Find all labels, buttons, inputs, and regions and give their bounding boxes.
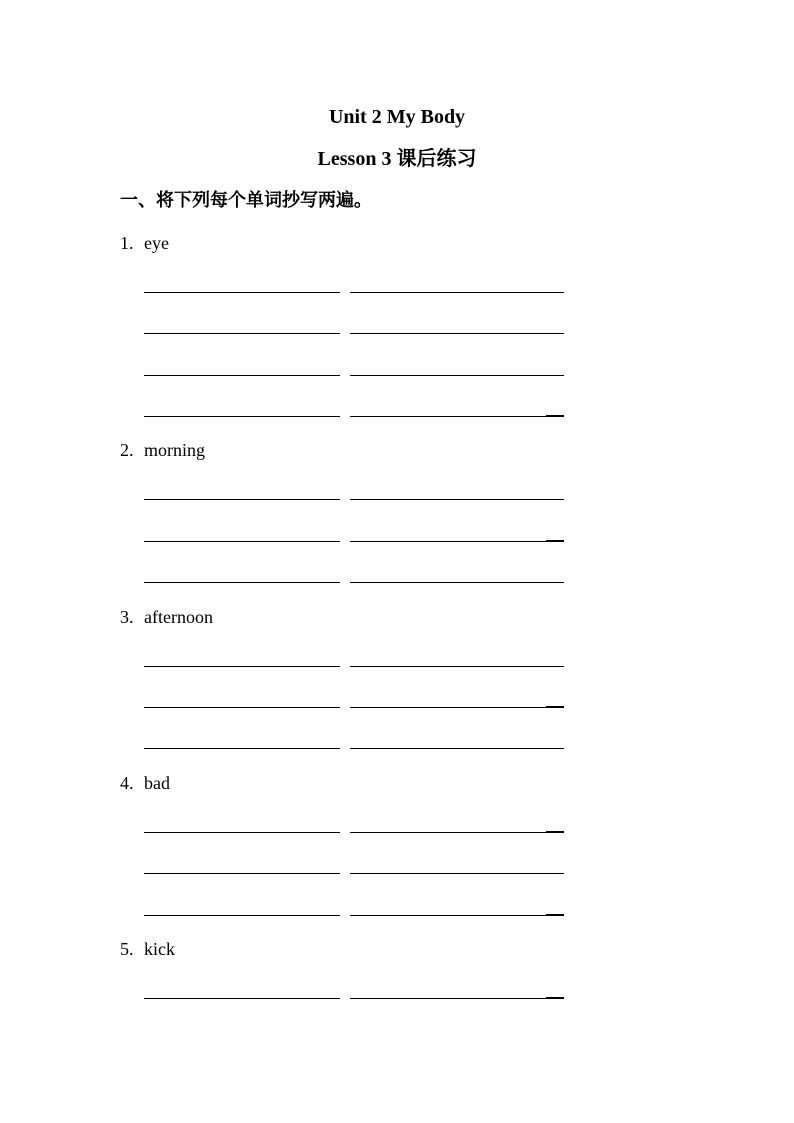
writing-line[interactable] [350, 333, 564, 334]
writing-line[interactable] [350, 582, 564, 583]
line-end-mark [546, 997, 564, 999]
writing-line[interactable] [350, 666, 564, 667]
writing-line[interactable] [144, 873, 340, 874]
writing-line[interactable] [144, 915, 340, 916]
writing-line[interactable] [144, 416, 340, 417]
line-end-mark [546, 415, 564, 417]
list-item [120, 606, 213, 628]
writing-line[interactable] [350, 499, 564, 500]
item-number: 4. [120, 773, 134, 793]
page-title: Unit 2 My Body [328, 106, 466, 128]
list-item [120, 439, 205, 461]
writing-line[interactable] [350, 832, 564, 833]
writing-line[interactable] [350, 375, 564, 376]
writing-line[interactable] [350, 873, 564, 874]
writing-line[interactable] [144, 541, 340, 542]
writing-line[interactable] [144, 375, 340, 376]
section-heading: 一、将下列每个单词抄写两遍。 [120, 190, 372, 210]
item-word: kick [144, 939, 175, 959]
writing-line[interactable] [144, 998, 340, 999]
item-word: morning [144, 440, 205, 460]
writing-line[interactable] [350, 416, 564, 417]
writing-line[interactable] [144, 666, 340, 667]
item-word: afternoon [144, 607, 213, 627]
item-number: 2. [120, 440, 134, 460]
line-end-mark [546, 831, 564, 833]
writing-line[interactable] [144, 292, 340, 293]
item-number: 5. [120, 939, 134, 959]
line-end-mark [546, 540, 564, 542]
lesson-subtitle: Lesson 3 课后练习 [317, 148, 477, 170]
writing-line[interactable] [350, 541, 564, 542]
line-end-mark [546, 706, 564, 708]
list-item [120, 232, 169, 254]
writing-line[interactable] [350, 915, 564, 916]
list-item [120, 772, 170, 794]
item-word: eye [144, 233, 169, 253]
line-end-mark [546, 914, 564, 916]
item-number: 1. [120, 233, 134, 253]
writing-line[interactable] [350, 707, 564, 708]
item-word: bad [144, 773, 170, 793]
writing-line[interactable] [144, 832, 340, 833]
item-number: 3. [120, 607, 134, 627]
list-item [120, 938, 175, 960]
writing-line[interactable] [144, 582, 340, 583]
writing-line[interactable] [144, 333, 340, 334]
writing-line[interactable] [350, 998, 564, 999]
writing-line[interactable] [350, 292, 564, 293]
writing-line[interactable] [144, 748, 340, 749]
writing-line[interactable] [350, 748, 564, 749]
writing-line[interactable] [144, 707, 340, 708]
writing-line[interactable] [144, 499, 340, 500]
